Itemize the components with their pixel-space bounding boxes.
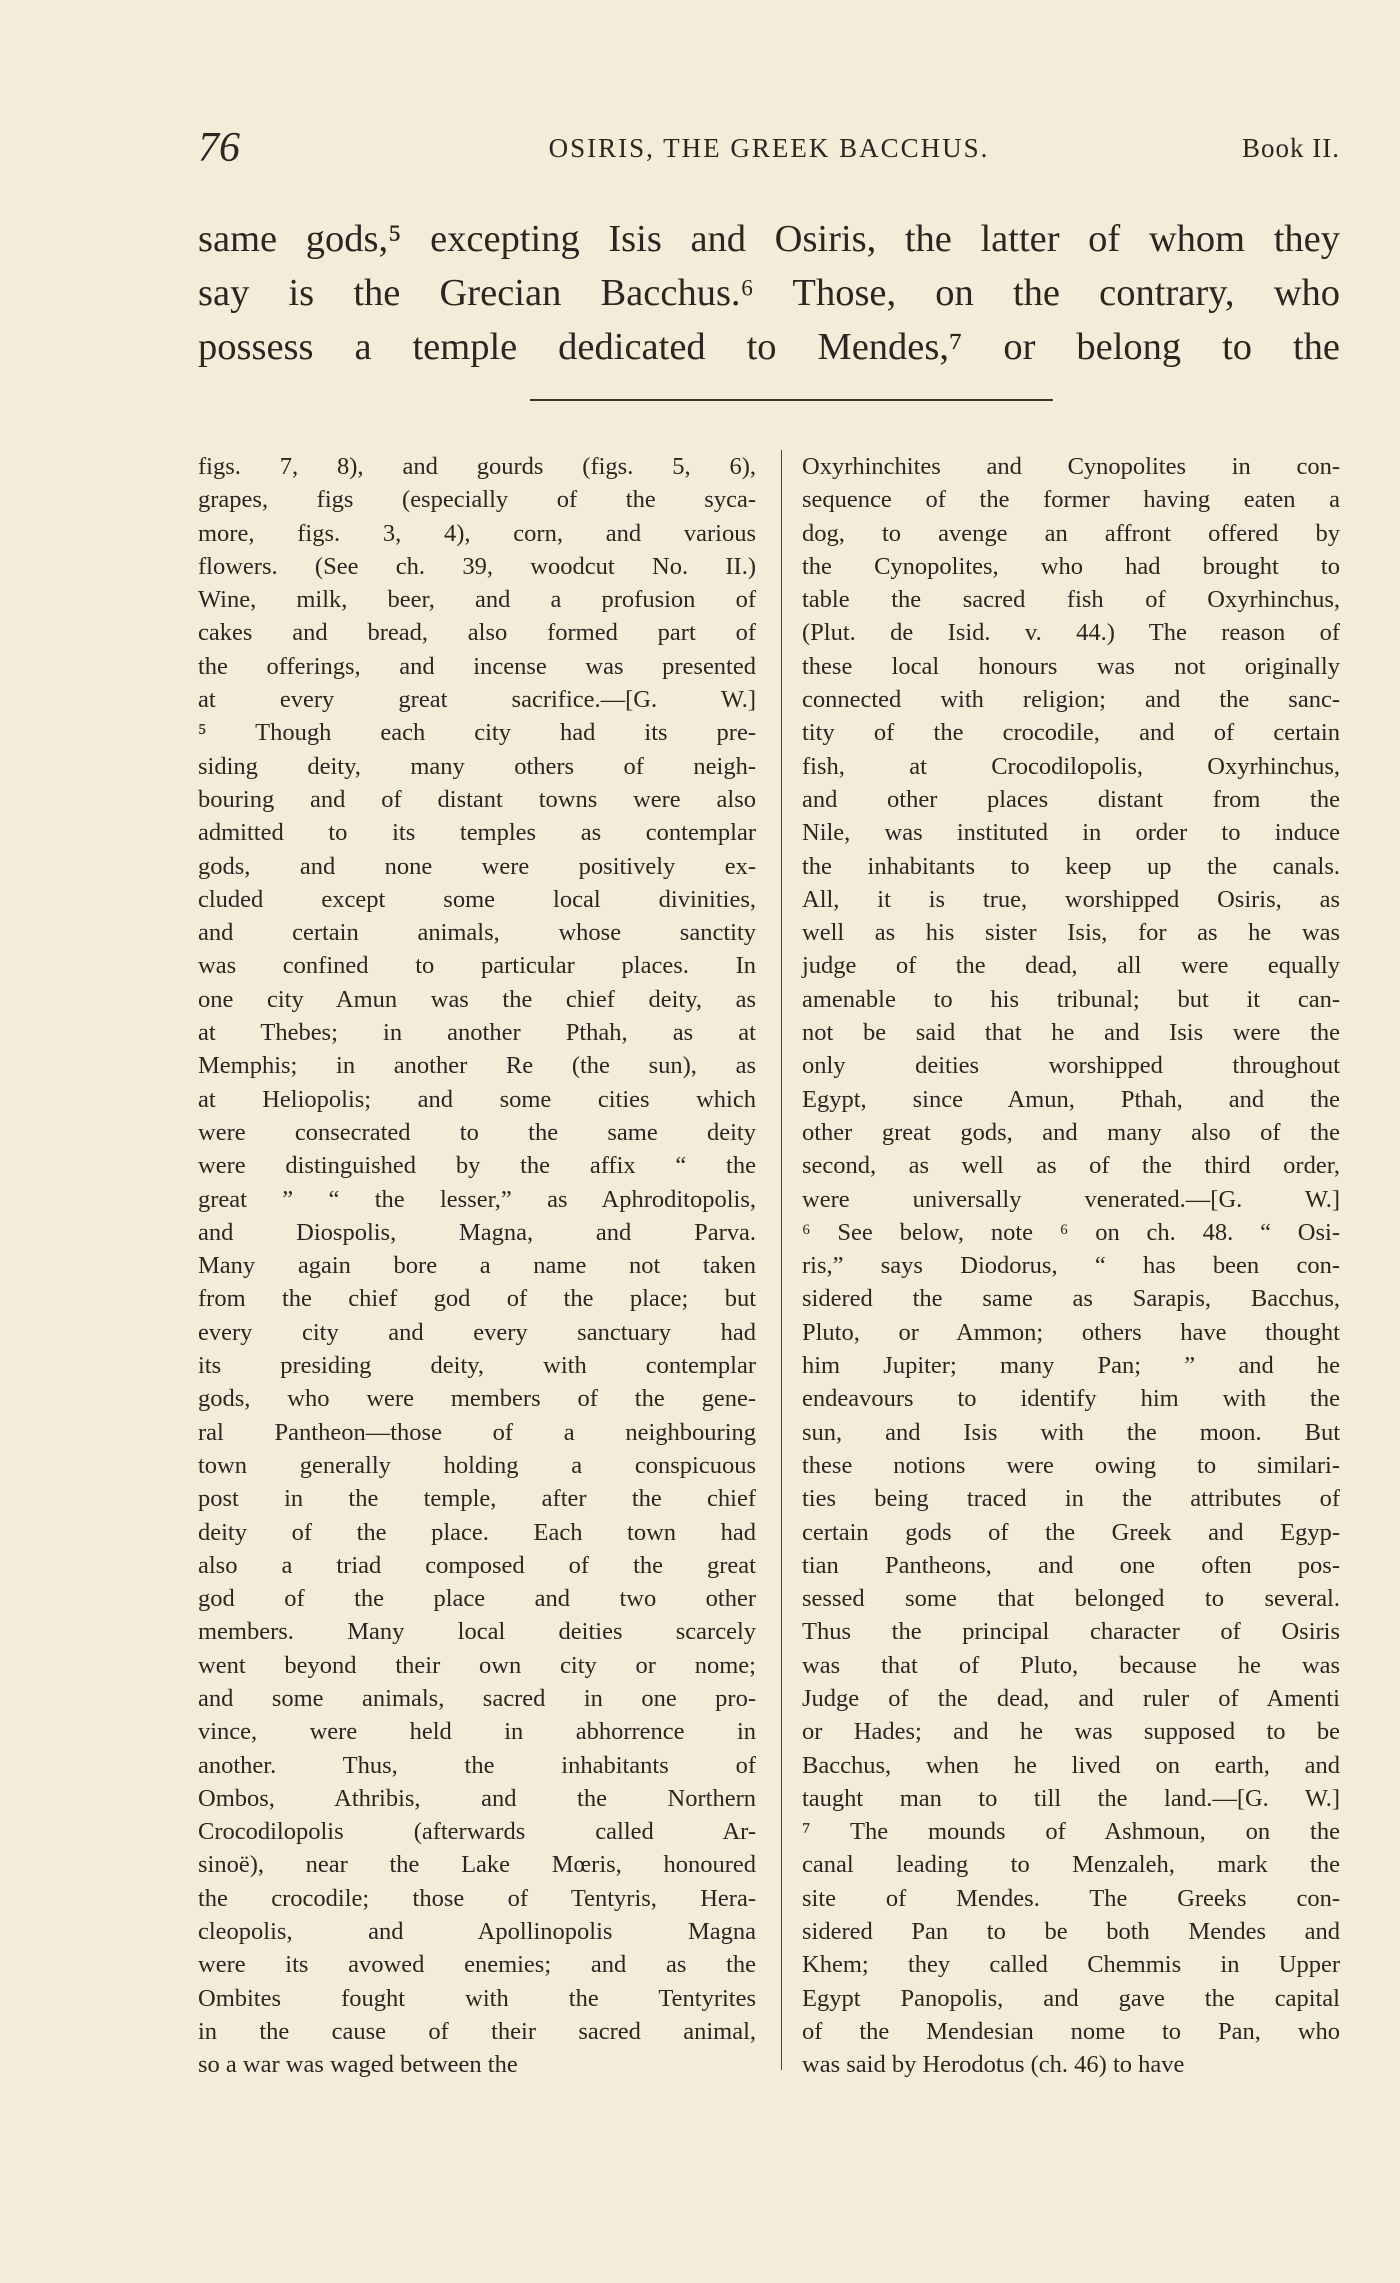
footnote-line: sun, and Isis with the moon. But [802, 1418, 1340, 1446]
footnote-line: the inhabitants to keep up the canals. [802, 852, 1340, 880]
footnote-line: second, as well as of the third order, [802, 1152, 1340, 1180]
footnote-line: fish, at Crocodilopolis, Oxyrhinchus, [802, 752, 1340, 780]
footnote-line: ⁷ The mounds of Ashmoun, on the [802, 1818, 1340, 1846]
main-text-line: possess a temple dedicated to Mendes,⁷ or belong to the [198, 326, 1340, 368]
footnotes-right-column [802, 450, 1340, 2082]
footnote-line: these local honours was not originally [802, 652, 1340, 680]
footnote-line: connected with religion; and the sanc- [802, 686, 1340, 714]
footnote-line: Judge of the dead, and ruler of Amenti [802, 1684, 1340, 1712]
page-number: 76 [198, 125, 240, 171]
footnote-line: Pluto, or Ammon; others have thought [802, 1318, 1340, 1346]
footnote-line: at every great sacrifice.—[G. W.] [198, 686, 756, 714]
footnote-line: Many again bore a name not taken [198, 1252, 756, 1280]
book-label: Book II. [1242, 133, 1340, 163]
footnote-line: post in the temple, after the chief [198, 1485, 756, 1513]
footnote-line: went beyond their own city or nome; [198, 1651, 756, 1679]
footnote-line: members. Many local deities scarcely [198, 1618, 756, 1646]
footnotes-left-column [198, 450, 756, 2082]
footnote-line: sequence of the former having eaten a [802, 486, 1340, 514]
page-header [198, 124, 1340, 174]
footnote-line: were its avowed enemies; and as the [198, 1951, 756, 1979]
footnote-line: Oxyrhinchites and Cynopolites in con- [802, 453, 1340, 480]
footnote-line: was that of Pluto, because he was [802, 1651, 1340, 1679]
footnote-line: Memphis; in another Re (the sun), as [198, 1052, 756, 1080]
footnote-line: ⁶ See below, note ⁶ on ch. 48. “ Osi- [802, 1218, 1340, 1246]
footnote-line: also a triad composed of the great [198, 1551, 756, 1579]
footnote-line: so a war was waged between the [198, 2051, 518, 2079]
footnote-line: site of Mendes. The Greeks con- [802, 1884, 1340, 1912]
footnote-line: ris,” says Diodorus, “ has been con- [802, 1252, 1340, 1280]
footnote-line: were consecrated to the same deity [198, 1118, 756, 1146]
footnote-line: Thus the principal character of Osiris [802, 1618, 1340, 1646]
footnote-line: or Hades; and he was supposed to be [802, 1718, 1340, 1746]
footnote-line: at Heliopolis; and some cities which [198, 1085, 756, 1113]
footnote-line: were distinguished by the affix “ the [198, 1152, 756, 1180]
footnote-line: more, figs. 3, 4), corn, and various [198, 519, 756, 547]
footnote-line: well as his sister Isis, for as he was [802, 919, 1340, 947]
footnote-line: deity of the place. Each town had [198, 1518, 756, 1546]
footnote-line: tian Pantheons, and one often pos- [802, 1551, 1340, 1579]
footnote-line: table the sacred fish of Oxyrhinchus, [802, 586, 1340, 614]
footnote-line: figs. 7, 8), and gourds (figs. 5, 6), [198, 453, 756, 480]
section-divider-rule [530, 399, 1053, 401]
footnote-line: cleopolis, and Apollinopolis Magna [198, 1918, 756, 1946]
footnote-line: judge of the dead, all were equally [802, 952, 1340, 980]
main-text [198, 212, 1340, 374]
footnote-line: and Diospolis, Magna, and Parva. [198, 1218, 756, 1246]
footnote-line: other great gods, and many also of the [802, 1118, 1340, 1146]
footnote-line: Khem; they called Chemmis in Upper [802, 1951, 1340, 1979]
footnote-line: sidered the same as Sarapis, Bacchus, [802, 1285, 1340, 1313]
footnote-line: Ombites fought with the Tentyrites [198, 1984, 756, 2012]
footnote-line: amenable to his tribunal; but it can- [802, 985, 1340, 1013]
footnote-line: of the Mendesian nome to Pan, who [802, 2017, 1340, 2045]
footnote-line: cluded except some local divinities, [198, 885, 756, 913]
footnote-line: gods, and none were positively ex- [198, 852, 756, 880]
footnote-line: Ombos, Athribis, and the Northern [198, 1784, 756, 1812]
footnote-line: and some animals, sacred in one pro- [198, 1684, 756, 1712]
footnote-line: bouring and of distant towns were also [198, 785, 756, 813]
footnote-line: the offerings, and incense was presented [198, 652, 756, 680]
footnote-line: the crocodile; those of Tentyris, Hera- [198, 1884, 756, 1912]
footnote-line: one city Amun was the chief deity, as [198, 985, 756, 1013]
running-title: OSIRIS, THE GREEK BACCHUS. [548, 133, 990, 163]
main-text-line: say is the Grecian Bacchus.⁶ Those, on the contrary, who [198, 272, 1340, 314]
footnote-line: certain gods of the Greek and Egyp- [802, 1518, 1340, 1546]
footnote-line: its presiding deity, with contemplar [198, 1352, 756, 1380]
footnote-line: canal leading to Menzaleh, mark the [802, 1851, 1340, 1879]
footnote-line: and certain animals, whose sanctity [198, 919, 756, 947]
footnote-line: another. Thus, the inhabitants of [198, 1751, 756, 1779]
footnote-line: Crocodilopolis (afterwards called Ar- [198, 1818, 756, 1846]
footnote-line: sessed some that belonged to several. [802, 1585, 1340, 1613]
footnote-line: at Thebes; in another Pthah, as at [198, 1019, 756, 1047]
footnote-line: from the chief god of the place; but [198, 1285, 756, 1313]
footnote-line: great ” “ the lesser,” as Aphroditopolis, [198, 1185, 756, 1213]
footnote-line: Wine, milk, beer, and a profusion of [198, 586, 756, 614]
footnote-line: tity of the crocodile, and of certain [802, 719, 1340, 747]
footnote-line: Egypt Panopolis, and gave the capital [802, 1984, 1340, 2012]
footnote-line: flowers. (See ch. 39, woodcut No. II.) [198, 552, 756, 580]
footnote-line: ral Pantheon—those of a neighbouring [198, 1418, 756, 1446]
footnote-line: only deities worshipped throughout [802, 1052, 1340, 1080]
footnote-line: sidered Pan to be both Mendes and [802, 1918, 1340, 1946]
column-divider [781, 450, 782, 2070]
footnote-line: was confined to particular places. In [198, 952, 756, 980]
footnote-line: vince, were held in abhorrence in [198, 1718, 756, 1746]
footnote-line: the Cynopolites, who had brought to [802, 552, 1340, 580]
footnote-line: siding deity, many others of neigh- [198, 752, 756, 780]
footnote-line: ties being traced in the attributes of [802, 1485, 1340, 1513]
footnote-line: endeavours to identify him with the [802, 1385, 1340, 1413]
footnote-line: cakes and bread, also formed part of [198, 619, 756, 647]
footnote-line: him Jupiter; many Pan; ” and he [802, 1352, 1340, 1380]
footnote-line: and other places distant from the [802, 785, 1340, 813]
footnote-line: grapes, figs (especially of the syca- [198, 486, 756, 514]
footnote-line: taught man to till the land.—[G. W.] [802, 1784, 1340, 1812]
footnote-line: in the cause of their sacred animal, [198, 2017, 756, 2045]
footnote-line: dog, to avenge an affront offered by [802, 519, 1340, 547]
footnote-line: town generally holding a conspicuous [198, 1451, 756, 1479]
footnote-line: Bacchus, when he lived on earth, and [802, 1751, 1340, 1779]
footnote-line: every city and every sanctuary had [198, 1318, 756, 1346]
footnote-line: All, it is true, worshipped Osiris, as [802, 885, 1340, 913]
footnote-line: Egypt, since Amun, Pthah, and the [802, 1085, 1340, 1113]
footnote-line: sinoë), near the Lake Mœris, honoured [198, 1851, 756, 1879]
footnote-line: were universally venerated.—[G. W.] [802, 1185, 1340, 1213]
footnote-line: was said by Herodotus (ch. 46) to have [802, 2051, 1185, 2079]
footnote-line: gods, who were members of the gene- [198, 1385, 756, 1413]
footnote-line: admitted to its temples as contemplar [198, 819, 756, 847]
footnote-line: not be said that he and Isis were the [802, 1019, 1340, 1047]
footnote-line: these notions were owing to similari- [802, 1451, 1340, 1479]
footnote-line: Nile, was instituted in order to induce [802, 819, 1340, 847]
footnote-line: (Plut. de Isid. v. 44.) The reason of [802, 619, 1340, 647]
footnote-line: god of the place and two other [198, 1585, 756, 1613]
footnote-line: ⁵ Though each city had its pre- [198, 719, 756, 747]
main-text-line: same gods,⁵ excepting Isis and Osiris, the latter of whom they [198, 218, 1340, 260]
